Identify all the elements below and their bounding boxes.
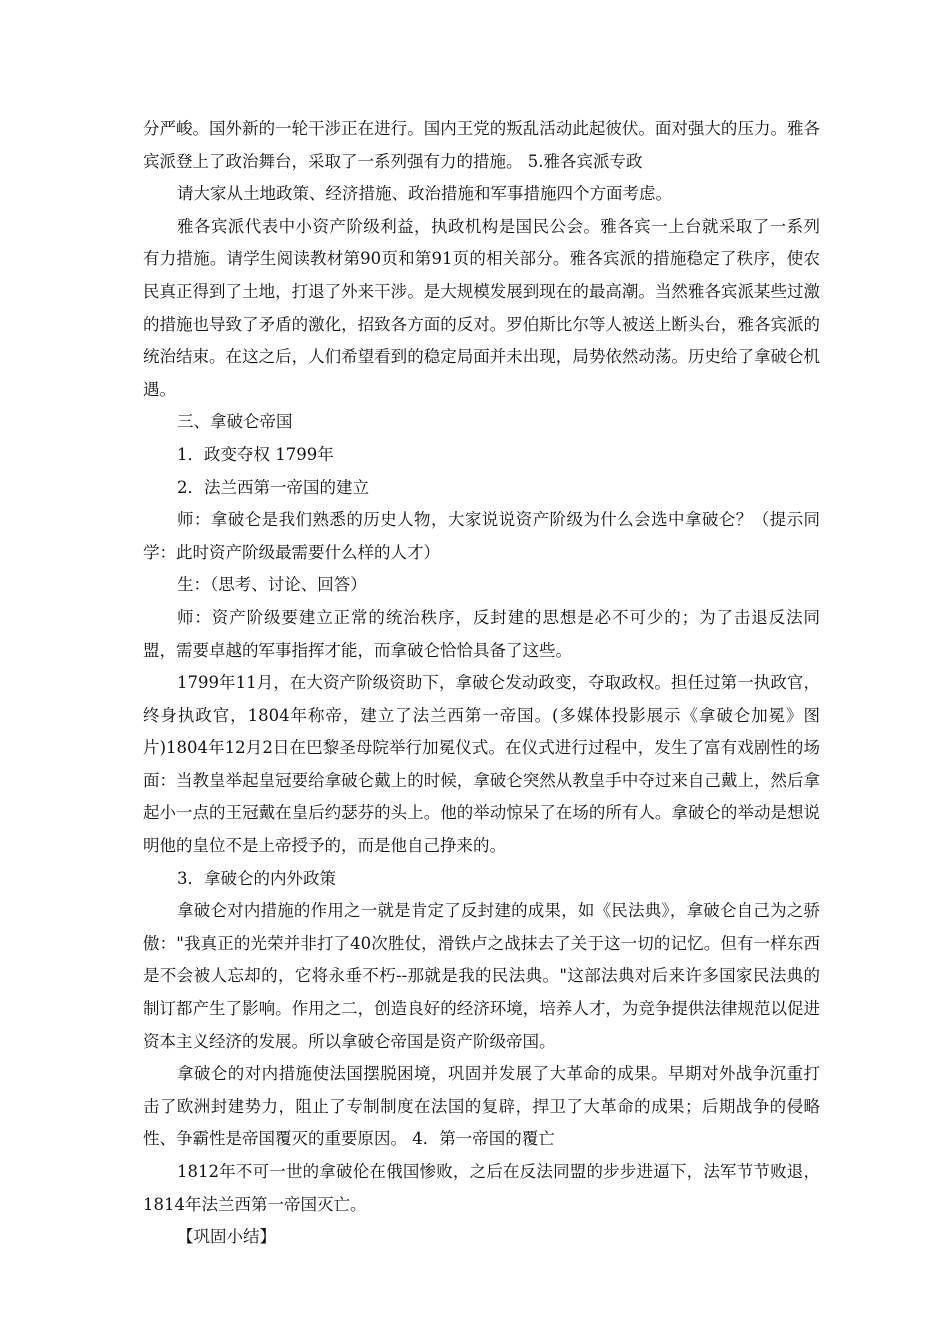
subheading-policies: 3．拿破仑的内外政策 xyxy=(177,868,336,888)
paragraph-civil-code: 拿破仑对内措施的作用之一就是肯定了反封建的成果，如《民法典》，拿破仑自己为之骄傲："我真正的光荣并非打了40次胜仗，滑铁卢之战抹去了关于这一切的记忆。但有一样东西是不会被人忘却的，它将永垂不朽--那就是我的民法典。"这部法典对后来许多国家民法典的制订都产生了影响。作用之二，创造良好的经济环境，培养人才，为竞争提供法律规范以促进资本主义经济的发展。所以拿破仑帝国是资产阶级帝国。 xyxy=(143,901,820,1051)
paragraph-jacobin-measures: 雅各宾派代表中小资产阶级利益，执政机构是国民公会。雅各宾一上台就采取了一系列有力措施。请学生阅读教材第90页和第91页的相关部分。雅各宾派的措施稳定了秩序，使农民真正得到了土地，打退了外来干涉。是大规模发展到现在的最高潮。当然雅各宾派某些过激的措施也导致了矛盾的激化，招致各方面的反对。罗伯斯比尔等人被送上断头台，雅各宾派的统治结束。在这之后，人们希望看到的稳定局面并未出现，局势依然动荡。历史给了拿破仑机遇。 xyxy=(143,216,820,399)
paragraph-consider-aspects: 请大家从土地政策、经济措施、政治措施和军事措施四个方面考虑。 xyxy=(177,184,672,204)
paragraph-student-response: 生：（思考、讨论、回答） xyxy=(177,575,367,595)
paragraph-domestic-foreign: 拿破仑的对内措施使法国摆脱困境，巩固并发展了大革命的成果。早期对外战争沉重打击了欧洲封建势力，阻止了专制制度在法国的复辟，捍卫了大革命的成果；后期战争的侵略性、争霸性是帝国覆灭的重要原因。 4．第一帝国的覆亡 xyxy=(143,1064,820,1149)
paragraph-coronation: 1799年11月，在大资产阶级资助下，拿破仑发动政变，夺取政权。担任过第一执政官，终身执政官，1804年称帝，建立了法兰西第一帝国。(多媒体投影展示《拿破仑加冕》图片)1804年12月2日在巴黎圣母院举行加冕仪式。在仪式进行过程中，发生了富有戏剧性的场面：当教皇举起皇冠要给拿破仑戴上的时候，拿破仑突然从教皇手中夺过来自己戴上，然后拿起小一点的王冠戴在皇后约瑟芬的头上。他的举动惊呆了在场的所有人。拿破仑的举动是想说明他的皇位不是上帝授予的，而是他自己挣来的。 xyxy=(143,673,820,856)
subheading-coup: 1．政变夺权 1799年 xyxy=(177,444,334,464)
heading-summary: 【巩固小结】 xyxy=(177,1227,276,1247)
paragraph-teacher-answer: 师：资产阶级要建立正常的统治秩序，反封建的思想是必不可少的；为了击退反法同盟，需要卓越的军事指挥才能，而拿破仑恰恰具备了这些。 xyxy=(143,607,820,660)
paragraph-teacher-question: 师：拿破仑是我们熟悉的历史人物，大家说说资产阶级为什么会选中拿破仑？（提示同学：此时资产阶级最需要什么样的人才） xyxy=(143,510,820,562)
section-heading-napoleon-empire: 三、拿破仑帝国 xyxy=(177,412,293,432)
paragraph-empire-fall: 1812年不可一世的拿破伦在俄国惨败，之后在反法同盟的步步进逼下，法军节节败退，1814年法兰西第一帝国灭亡。 xyxy=(143,1162,820,1214)
paragraph-jacobin-intro: 分严峻。国外新的一轮干涉正在进行。国内王党的叛乱活动此起彼伏。面对强大的压力。雅各宾派登上了政治舞台，采取了一系列强有力的措施。 5.雅各宾派专政 xyxy=(143,119,820,171)
subheading-first-empire: 2．法兰西第一帝国的建立 xyxy=(177,477,369,497)
